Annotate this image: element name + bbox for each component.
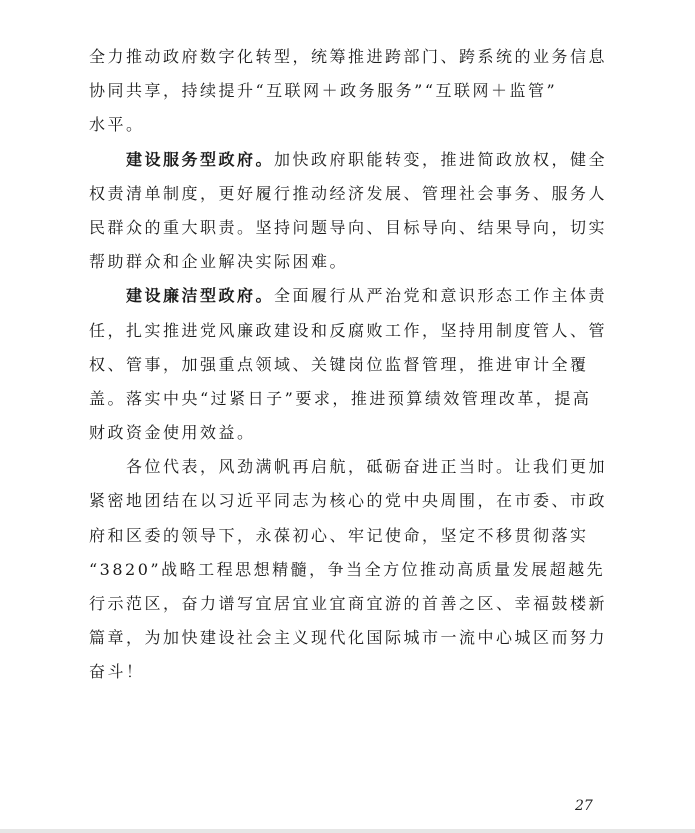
paragraph-heading: 建设廉洁型政府。 <box>126 286 275 306</box>
text-line: 协同共享，持续提升“互联网＋政务服务”“互联网＋监管” <box>89 81 558 101</box>
body-text <box>89 40 619 690</box>
text-line: 权、管事，加强重点领域、关键岗位监督管理，推进审计全覆 <box>89 354 589 374</box>
text-span: 加快政府职能转变，推进简政放权，健全 <box>274 149 608 169</box>
text-line: 帮助群众和企业解决实际困难。 <box>89 252 349 272</box>
text-line: 盖。落实中央“过紧日子”要求，推进预算绩效管理改革，提高 <box>89 388 592 408</box>
text-line: 全力推动政府数字化转型，统筹推进跨部门、跨系统的业务信息 <box>89 47 608 66</box>
page-bottom-divider <box>0 829 695 833</box>
paragraph-start-closing: 各位代表，风劲满帆再启航，砥砺奋进正当时。让我们更加 <box>126 457 608 477</box>
text-span: 全面履行从严治党和意识形态工作主体责 <box>274 286 608 306</box>
page-number: 27 <box>575 798 593 814</box>
paragraph-heading: 建设服务型政府。 <box>126 149 275 169</box>
text-line: 府和区委的领导下，永葆初心、牢记使命，坚定不移贯彻落实 <box>89 525 589 545</box>
paragraph-start-clean-government <box>89 279 619 313</box>
text-line: 权责清单制度，更好履行推动经济发展、管理社会事务、服务人 <box>89 183 608 203</box>
text-line: 紧密地团结在以习近平同志为核心的党中央周围，在市委、市政 <box>89 491 608 511</box>
text-line: “3820”战略工程思想精髓，争当全方位推动高质量发展超越先 <box>89 559 606 579</box>
text-line: 民群众的重大职责。坚持问题导向、目标导向、结果导向，切实 <box>89 217 608 237</box>
text-line: 财政资金使用效益。 <box>89 423 256 443</box>
text-line: 行示范区，奋力谱写宜居宜业宜商宜游的首善之区、幸福鼓楼新 <box>89 594 608 613</box>
text-line: 奋斗！ <box>89 662 145 682</box>
text-line: 篇章，为加快建设社会主义现代化国际城市一流中心城区而努力 <box>89 628 608 648</box>
text-line: 任，扎实推进党风廉政建设和反腐败工作，坚持用制度管人、管 <box>89 320 608 340</box>
paragraph-start-service-government <box>89 143 619 177</box>
text-line: 水平。 <box>89 115 145 135</box>
